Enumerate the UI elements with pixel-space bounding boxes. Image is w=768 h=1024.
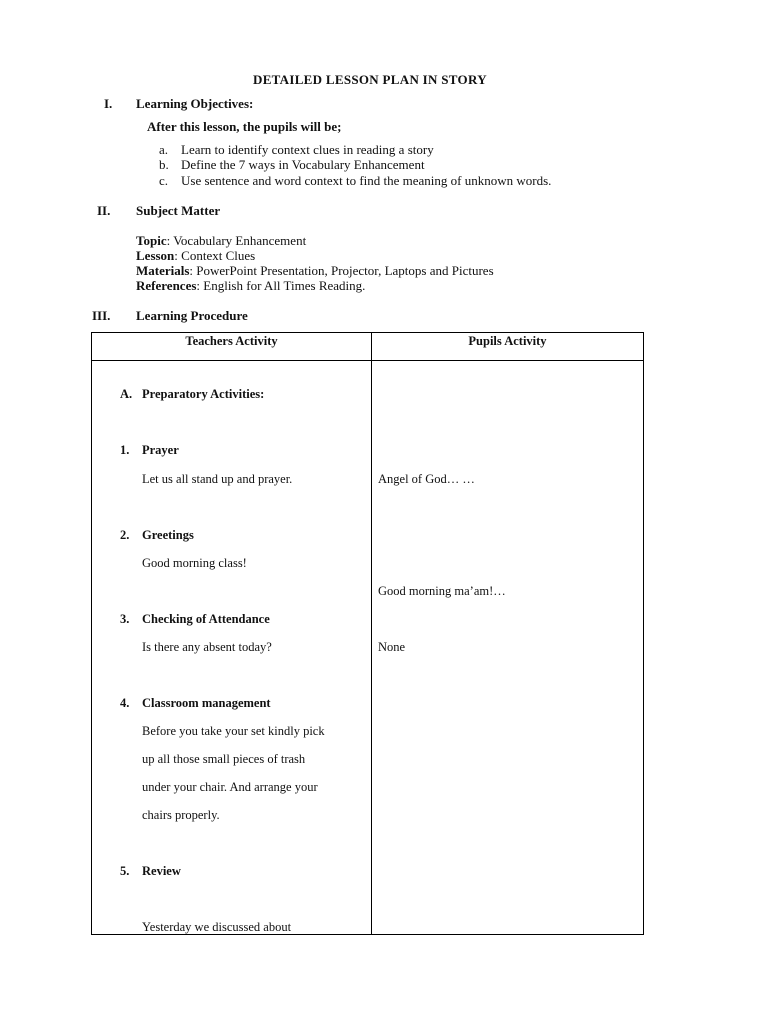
subject-label: Topic (136, 233, 167, 248)
step-heading: Classroom management (142, 696, 271, 710)
section-heading: Subject Matter (136, 203, 221, 218)
step-heading: Greetings (142, 528, 194, 542)
list-item: Learn to identify context clues in reading a story (181, 142, 434, 157)
step-number: 2. (120, 528, 130, 542)
list-item: Define the 7 ways in Vocabulary Enhancement (181, 157, 425, 172)
step-number: 4. (120, 696, 130, 710)
step-heading: Prayer (142, 443, 179, 457)
objectives-intro: After this lesson, the pupils will be; (147, 119, 342, 134)
step-marker: A. (120, 387, 133, 401)
list-item: Use sentence and word context to find the meaning of unknown words. (181, 173, 552, 188)
list-marker: b. (159, 157, 169, 172)
teacher-line: Let us all stand up and prayer. (142, 472, 293, 486)
teacher-line: Good morning class! (142, 556, 247, 570)
section-numeral: III. (92, 308, 111, 323)
teacher-line: up all those small pieces of trash (142, 752, 306, 766)
step-heading: Review (142, 864, 181, 878)
teacher-line: Is there any absent today? (142, 640, 272, 654)
teacher-line: Yesterday we discussed about (142, 920, 292, 934)
procedure-table (91, 332, 644, 935)
step-number: 1. (120, 443, 130, 457)
list-marker: a. (159, 142, 169, 157)
preparatory-heading: Preparatory Activities: (142, 387, 265, 401)
subject-row (136, 263, 494, 279)
step-number: 3. (120, 612, 130, 626)
header-divider (92, 360, 643, 361)
subject-value: : Vocabulary Enhancement (166, 233, 307, 248)
pupil-column-header: Pupils Activity (468, 334, 547, 348)
section-heading: Learning Objectives: (136, 96, 254, 111)
pupil-line: Angel of God… … (378, 472, 475, 486)
subject-value: : Context Clues (174, 248, 256, 263)
pupil-line: None (378, 640, 406, 654)
subject-row (136, 233, 306, 249)
step-heading: Checking of Attendance (142, 612, 270, 626)
subject-row (136, 278, 365, 294)
section-numeral: II. (97, 203, 111, 218)
pupil-line: Good morning ma’am!… (378, 584, 506, 598)
teacher-line: chairs properly. (142, 808, 220, 822)
teacher-line: under your chair. And arrange your (142, 780, 318, 794)
list-marker: c. (159, 173, 169, 188)
subject-label: Lesson (136, 248, 175, 263)
subject-label: Materials (136, 263, 190, 278)
subject-label: References (136, 278, 197, 293)
step-number: 5. (120, 864, 130, 878)
section-numeral: I. (104, 96, 113, 111)
teacher-column-header: Teachers Activity (185, 334, 278, 348)
subject-value: : English for All Times Reading. (196, 278, 366, 293)
section-heading: Learning Procedure (136, 308, 248, 323)
subject-row (136, 248, 255, 264)
title-text: DETAILED LESSON PLAN IN STORY (253, 72, 487, 87)
column-divider (371, 333, 372, 934)
subject-value: : PowerPoint Presentation, Projector, Laptops and Pictures (189, 263, 494, 278)
teacher-line: Before you take your set kindly pick (142, 724, 325, 738)
